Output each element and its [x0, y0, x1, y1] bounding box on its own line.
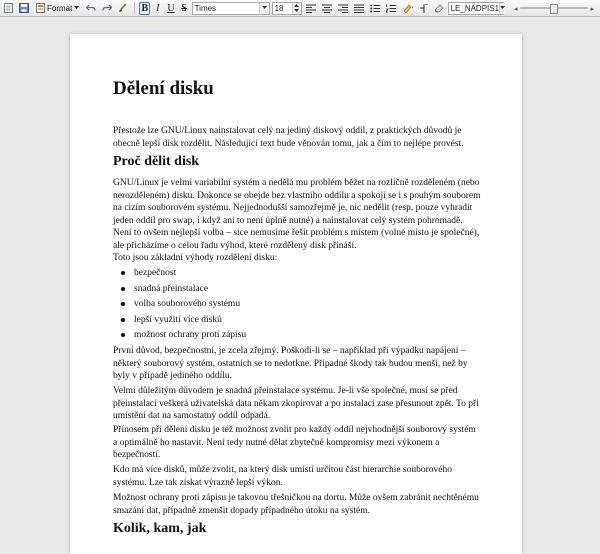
toolbar-divider	[134, 2, 135, 14]
underline-button[interactable]	[165, 2, 176, 15]
paragraph-style-value: LE_NADPIS1	[450, 3, 500, 13]
heading-next: Kolik, kam, jak	[113, 521, 207, 536]
italic-button[interactable]	[152, 2, 163, 15]
paragraph-why: GNU/Linux je velmi variabilní systém a nedělá mu problém běžet na rozličně rozděleném (nebo nerozděleném) disku. Dokonce se obejde bez vlastního oddílu a spokojí se i s pouhým souborem na cizím souborovém systému. Nejjednodušší samozřejmě je, nic nedělit (resp. pouze vyhradit jeden oddíl pro swap, i když ani to není úplně nutné) a nainstalovat celý systém pohromadě. Není to ovšem nejlepší volba – sice nemusíme řešit problém s místem (volné místo je společné), ale přicházíme o celou řadu výhod, které rozdělený disk přináší.	[113, 178, 481, 251]
chevron-down-icon[interactable]	[499, 3, 505, 14]
list-item: bezpečnost	[113, 267, 481, 283]
save-icon[interactable]	[17, 2, 31, 15]
undo-icon[interactable]	[84, 2, 98, 15]
editor-toolbar	[0, 0, 600, 17]
chevron-down-icon[interactable]	[259, 3, 269, 14]
underline-icon: U	[167, 2, 175, 14]
align-right-icon[interactable]	[336, 2, 350, 15]
font-family-select[interactable]	[192, 2, 270, 15]
new-document-icon[interactable]	[2, 2, 15, 15]
paragraph-filesystem: Přínosem při dělení disku je též možnost zvolit pro každý oddíl nejvhodnější souborový systém a optimálně ho nastavit. Není tedy nutné dělat zbytečné kompromisy mezi výkonem a bezpečností.	[113, 425, 476, 460]
paragraph-reinstall: Velmi důležitým důvodem je snadná přeinstalace systému. Je-li vše společné, musí se před přeinstalací veškerá uživatelská data někam zkopírovat a po instalaci zase přesunout zpět. To při umístění dat na samostatný oddíl odpadá.	[113, 386, 479, 421]
document-page[interactable]	[70, 34, 522, 554]
bold-icon: B	[141, 2, 149, 14]
strikethrough-icon: S	[181, 2, 187, 14]
italic-icon: I	[156, 2, 160, 14]
list-item: volba souborového systému	[113, 298, 481, 314]
paragraph-write-protect: Možnost ochrany proti zápisu je takovou třešničkou na dortu. Může ovšem zabránit nechtěnému smazání dat, případně zmenšit dopady případného útoku na systém.	[113, 493, 479, 516]
font-size-stepper[interactable]	[272, 2, 302, 15]
align-center-icon[interactable]	[320, 2, 334, 15]
heading-why: Proč dělit disk	[113, 154, 200, 169]
format-menu-button[interactable]	[33, 2, 82, 15]
justify-icon[interactable]	[352, 2, 366, 15]
paragraph-list-intro: Toto jsou základní výhody rozdělení disku:	[113, 253, 278, 263]
paragraph-safety: První důvod, bezpečnostní, je zcela zřejmý. Poškodí-li se – například při výpadku napájení – některý souborový systém, ostatních se to nedotkne. Případné škody tak budou menší, než by byly v případě jediného oddílu.	[113, 346, 468, 381]
paragraph-style-select[interactable]	[448, 2, 504, 15]
document-title: Dělení disku	[113, 78, 214, 99]
paragraph-multiple-disks: Kdo má více disků, může zvolit, na který disk umístí určitou část hierarchie souborového systému. Lze tak získat výrazně lepší výkon.	[113, 465, 453, 488]
paragraph-intro: Přestože lze GNU/Linux nainstalovat celý na jediný diskový oddíl, z praktických důvodů je obecně lepší disk rozdělit. Následující text bude věnován tomu, jak a čím to nejlépe provést.	[113, 126, 464, 149]
format-label: Format	[47, 3, 73, 13]
zoom-slider[interactable]	[514, 4, 594, 13]
bullet-list-icon[interactable]	[368, 2, 382, 15]
font-size-value: 18	[274, 3, 284, 13]
align-left-icon[interactable]	[304, 2, 318, 15]
bold-button[interactable]	[139, 2, 150, 15]
zoom-thumb[interactable]	[550, 4, 558, 14]
zoom-in-icon[interactable]: ▸	[590, 6, 594, 13]
zoom-out-icon[interactable]: ◂	[514, 6, 518, 13]
list-item: snadná přeinstalace	[113, 283, 481, 299]
spin-down-icon[interactable]	[293, 8, 301, 14]
font-color-icon[interactable]	[418, 2, 430, 15]
advantages-list	[113, 267, 481, 345]
list-item: lepší využití více disků	[113, 314, 481, 330]
chevron-down-icon	[74, 6, 79, 10]
redo-icon[interactable]	[100, 2, 114, 15]
list-item: možnost ochrany proti zápisu	[113, 329, 481, 345]
paintbrush-icon[interactable]	[116, 2, 130, 15]
format-icon	[36, 3, 45, 13]
numbered-list-icon[interactable]	[384, 2, 398, 15]
eraser-icon[interactable]	[432, 2, 446, 15]
font-family-value: Times	[194, 3, 217, 13]
strikethrough-button[interactable]	[179, 2, 190, 15]
highlight-icon[interactable]	[400, 2, 416, 15]
